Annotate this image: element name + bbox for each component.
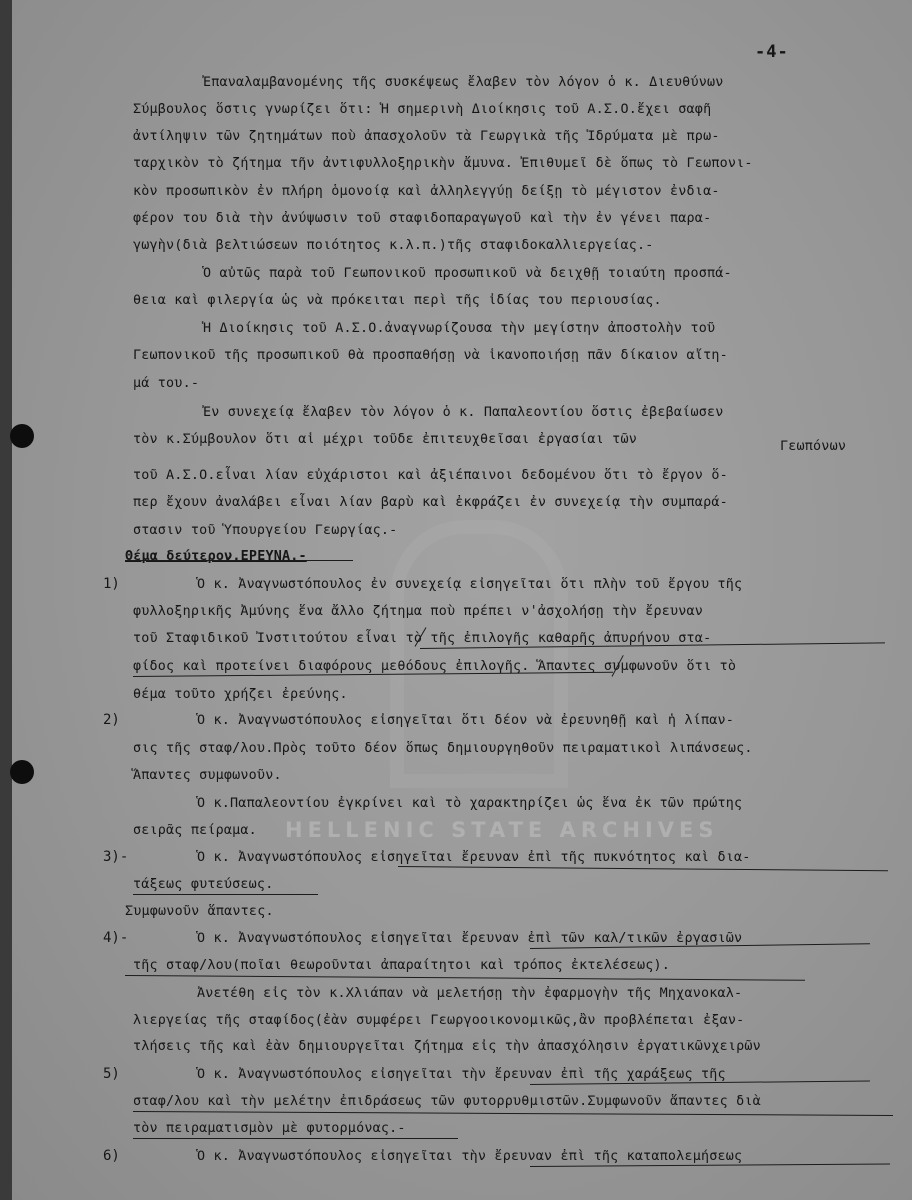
punch-hole <box>10 760 34 784</box>
text-line: Σύμβουλος ὅστις γνωρίζει ὅτι: Ἡ σημερινὴ Διοίκησις τοῦ Α.Σ.Ο.ἔχει σαφῆ <box>133 102 712 117</box>
text-line: σειρᾶς πείραμα. <box>133 823 257 838</box>
text-line: Ὁ κ.Παπαλεοντίου ἐγκρίνει καὶ τὸ χαρακτηρίζει ὡς ἕνα ἐκ τῶν πρώτης <box>197 796 743 811</box>
text-line: τοῦ Σταφιδικοῦ Ἰνστιτούτου εἶναι τὸ τῆς ἐπιλογῆς καθαρῆς ἀπυρήνου στα- <box>133 631 712 646</box>
text-line: σις τῆς σταφ/λου.Πρὸς τοῦτο δέον ὅπως δημιουργηθοῦν πειραματικοὶ λιπάνσεως. <box>133 741 753 756</box>
scan-left-edge <box>0 0 12 1200</box>
text-line: τάξεως φυτεύσεως. <box>133 877 274 892</box>
text-line: τοῦ Α.Σ.Ο.εἶναι λίαν εὐχάριστοι καὶ ἀξιέπαινοι δεδομένου ὅτι τὸ ἔργον ὅ- <box>133 468 728 483</box>
page-number: -4- <box>755 42 789 62</box>
text-line: Ἀνετέθη εἰς τὸν κ.Χλιάπαν νὰ μελετήσῃ τὴν ἐφαρμογὴν τῆς Μηχανοκαλ- <box>197 986 743 1001</box>
text-line: περ ἔχουν ἀναλάβει εἶναι λίαν βαρὺ καὶ ἐκφράζει ἐν συνεχείᾳ τὴν συμπαρά- <box>133 495 728 510</box>
text-line: μά του.- <box>133 376 200 391</box>
text-line: Ἐν συνεχείᾳ ἔλαβεν τὸν λόγον ὁ κ. Παπαλεοντίου ὅστις ἐβεβαίωσεν <box>203 405 724 420</box>
text-line: κὸν προσωπικὸν ἐν πλήρη ὁμονοίᾳ καὶ ἀλληλεγγύῃ δείξῃ τὸ μέγιστον ἐνδια- <box>133 184 720 199</box>
text-line: στασιν τοῦ Ὑπουργείου Γεωργίας.- <box>133 523 398 538</box>
item-number: 6) <box>103 1148 120 1164</box>
text-line: γωγὴν(διὰ βελτιώσεων ποιότητος κ.λ.π.)τῆς σταφιδοκαλλιεργείας.- <box>133 238 654 253</box>
text-line: τὸν κ.Σύμβουλον ὅτι αἱ μέχρι τοῦδε ἐπιτευχθεῖσαι ἐργασίαι τῶν <box>133 432 637 447</box>
text-line: τλήσεις τῆς καὶ ἐὰν δημιουργεῖται ζήτημα εἰς τὴν ἀπασχόλησιν ἐργατικῶνχειρῶν <box>133 1039 761 1054</box>
text-line: Γεωπόνων <box>780 439 847 454</box>
text-line: Ὁ κ. Ἀναγνωστόπουλος εἰσηγεῖται ἔρευναν ἐπὶ τῆς πυκνότητος καὶ δια- <box>197 850 751 865</box>
text-line: τὸν πειραματισμὸν μὲ φυτορμόνας.- <box>133 1121 406 1136</box>
text-line: Ὁ κ. Ἀναγνωστόπουλος εἰσηγεῖται ὅτι δέον νὰ ἐρευνηθῇ καὶ ἡ λίπαν- <box>197 713 735 728</box>
text-line: θεια καὶ φιλεργία ὡς νὰ πρόκειται περὶ τῆς ἰδίας του περιουσίας. <box>133 293 662 308</box>
item-number: 3)- <box>103 849 129 865</box>
text-line: θέμα τοῦτο χρήζει ἐρεύνης. <box>133 687 348 702</box>
text-line: λιεργείας τῆς σταφίδος(ἐὰν συμφέρει Γεωργοοικονομικῶς,ἂν προβλέπεται ἐξαν- <box>133 1013 745 1028</box>
text-line: Ὁ κ. Ἀναγνωστόπουλος εἰσηγεῖται τὴν ἔρευναν ἐπὶ τῆς χαράξεως τῆς <box>197 1067 726 1082</box>
item-number: 5) <box>103 1066 120 1082</box>
handwritten-underline <box>133 1111 893 1116</box>
text-line: φίδος καὶ προτείνει διαφόρους μεθόδους ἐπιλογῆς. Ἅπαντες συμφωνοῦν ὅτι τὸ <box>133 659 737 674</box>
section-heading: Θέμα δεύτερον.ΕΡΕΥΝΑ.- <box>125 549 307 564</box>
text-line: Ἅπαντες συμφωνοῦν. <box>133 768 282 783</box>
item-number: 4)- <box>103 930 129 946</box>
text-line: Ὁ αὐτῶς παρὰ τοῦ Γεωπονικοῦ προσωπικοῦ νὰ δειχθῇ τοιαύτη προσπά- <box>203 266 732 281</box>
punch-hole <box>10 424 34 448</box>
text-line: Ἐπαναλαμβανομένης τῆς συσκέψεως ἔλαβεν τὸν λόγον ὁ κ. Διευθύνων <box>203 75 724 90</box>
text-line: τῆς σταφ/λου(ποῖαι θεωροῦνται ἀπαραίτητοι καὶ τρόπος ἐκτελέσεως). <box>133 958 671 973</box>
handwritten-underline <box>125 975 805 981</box>
text-line: φυλλοξηρικῆς Ἀμύνης ἕνα ἄλλο ζήτημα ποὺ πρέπει ν'ἀσχολήσῃ τὴν ἔρευναν <box>133 604 704 619</box>
item-number: 1) <box>103 576 120 592</box>
handwritten-underline <box>133 894 318 895</box>
text-line: Ἡ Διοίκησις τοῦ Α.Σ.Ο.ἀναγνωρίζουσα τὴν μεγίστην ἀποστολὴν τοῦ <box>203 321 716 336</box>
text-line: ἀντίληψιν τῶν ζητημάτων ποὺ ἀπασχολοῦν τὰ Γεωργικὰ τῆς Ἱδρύματα μὲ πρω- <box>133 129 720 144</box>
text-line: ταρχικὸν τὸ ζήτημα τῆν ἀντιφυλλοξηρικὴν ἄμυνα. Ἐπιθυμεῖ δὲ ὅπως τὸ Γεωπονι- <box>133 156 753 171</box>
item-number: 2) <box>103 712 120 728</box>
text-line: Ὁ κ. Ἀναγνωστόπουλος εἰσηγεῖται τὴν ἔρευναν ἐπὶ τῆς καταπολεμήσεως <box>197 1149 743 1164</box>
text-line: Ὁ κ. Ἀναγνωστόπουλος εἰσηγεῖται ἔρευναν ἐπὶ τῶν καλ/τικῶν ἐργασιῶν <box>197 931 743 946</box>
heading-underline <box>125 560 353 561</box>
handwritten-underline <box>133 1138 458 1139</box>
watermark-text: HELLENIC STATE ARCHIVES <box>285 818 719 842</box>
text-line: Ὁ κ. Ἀναγνωστόπουλος ἐν συνεχείᾳ εἰσηγεῖται ὅτι πλὴν τοῦ ἔργου τῆς <box>197 577 743 592</box>
text-line: σταφ/λου καὶ τὴν μελέτην ἐπιδράσεως τῶν φυτορρυθμιστῶν.Συμφωνοῦν ἅπαντες διὰ <box>133 1094 761 1109</box>
text-line: Γεωπονικοῦ τῆς προσωπικοῦ θὰ προσπαθήσῃ νὰ ἱκανοποιήσῃ πᾶν δίκαιον αἴτη- <box>133 348 728 363</box>
text-line: φέρον του διὰ τὴν ἀνύψωσιν τοῦ σταφιδοπαραγωγοῦ καὶ τὴν ἐν γένει παρα- <box>133 211 712 226</box>
handwritten-underline <box>398 866 888 871</box>
text-line: Συμφωνοῦν ἅπαντες. <box>125 904 274 919</box>
